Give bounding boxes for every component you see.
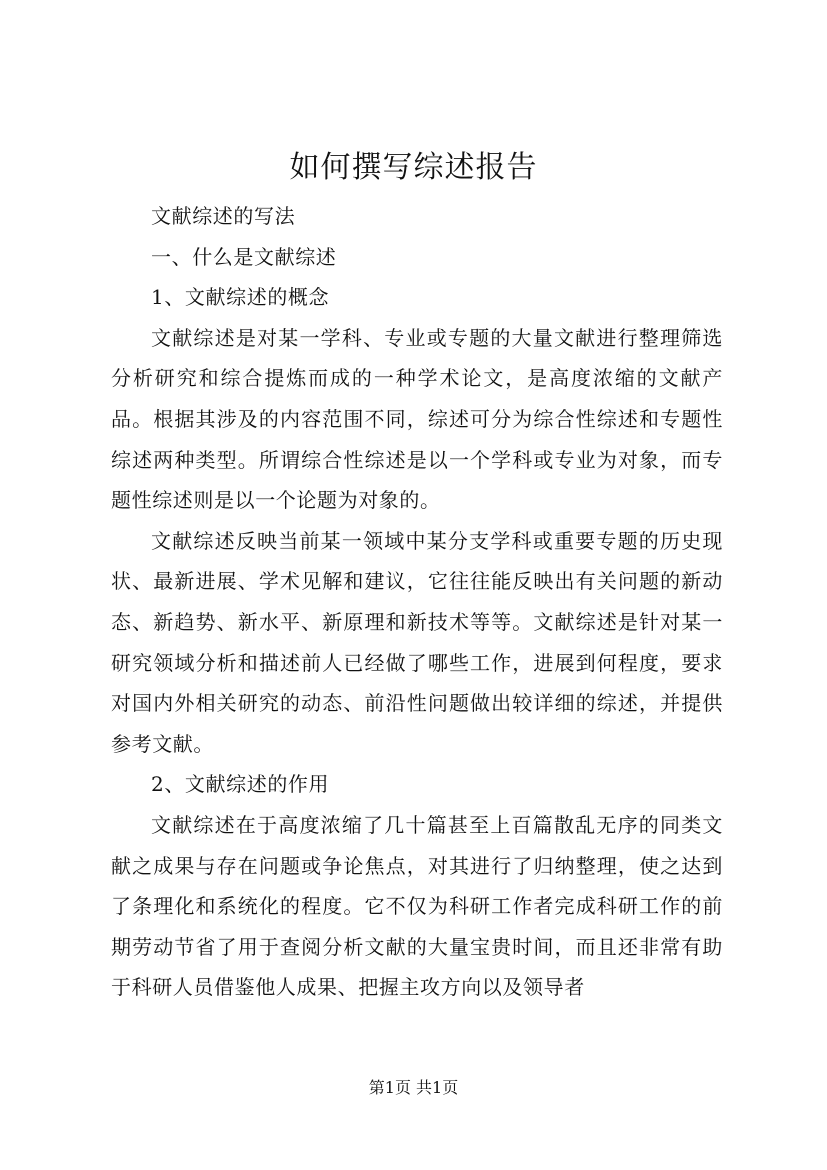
paragraph: 文献综述反映当前某一领域中某分支学科或重要专题的历史现状、最新进展、学术见解和建议，它往往能反映出有关问题的新动态、新趋势、新水平、新原理和新技术等等。文献综述是针对某一研究领域分析和描述前人已经做了哪些工作，进展到何程度，要求对国内外相关研究的动态、前沿性问题做出较详细的综述，并提供参考文献。 xyxy=(111,528,723,756)
section-heading: 一、什么是文献综述 xyxy=(151,244,337,269)
paragraph: 文献综述是对某一学科、专业或专题的大量文献进行整理筛选分析研究和综合提炼而成的一种学术论文，是高度浓缩的文献产品。根据其涉及的内容范围不同，综述可分为综合性综述和专题性综述两种类型。所谓综合性综述是以一个学科或专业为对象，而专题性综述则是以一个论题为对象的。 xyxy=(111,325,723,513)
document-body xyxy=(111,196,723,1008)
paragraph-heading: 文献综述的写法 xyxy=(151,204,296,228)
subsection-heading: 1、文献综述的概念 xyxy=(151,285,330,310)
document-title: 如何撰写综述报告 xyxy=(289,150,538,185)
paragraph: 文献综述在于高度浓缩了几十篇甚至上百篇散乱无序的同类文献之成果与存在问题或争论焦点，对其进行了归纳整理，使之达到了条理化和系统化的程度。它不仅为科研工作者完成科研工作的前期劳动节省了用于查阅分析文献的大量宝贵时间，而且还非常有助于科研人员借鉴他人成果、把握主攻方向以及领导者 xyxy=(111,812,723,1000)
subsection-heading: 2、文献综述的作用 xyxy=(151,772,330,797)
page-footer: 第1页 共1页 xyxy=(368,1078,459,1097)
